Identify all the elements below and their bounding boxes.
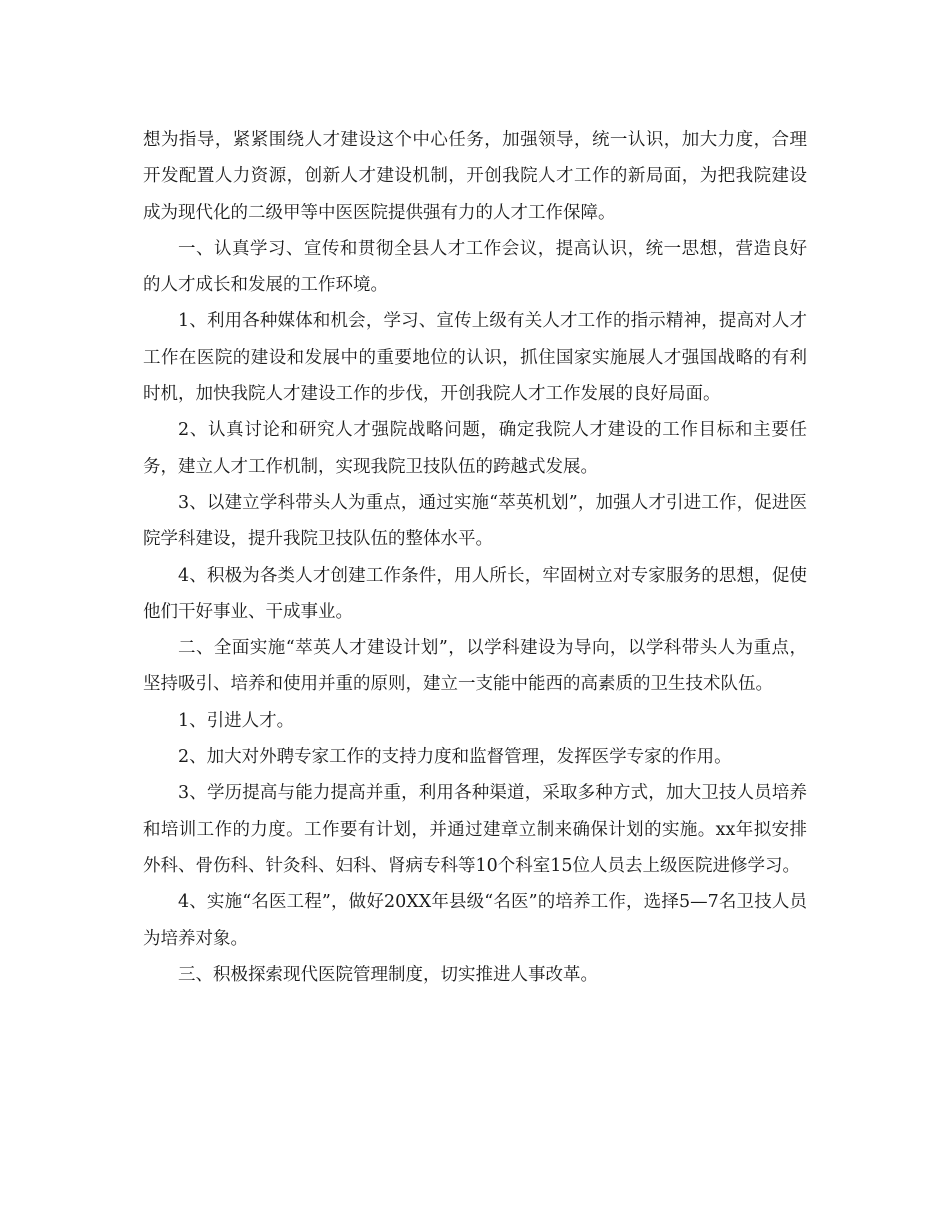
section-1-item-1: 1、利用各种媒体和机会，学习、宣传上级有关人才工作的指示精神，提高对人才工作在医院的建设和发展中的重要地位的认识，抓住国家实施展人才强国战略的有利时机，加快我院人才建设工作的步伐，开创我院人才工作发展的良好局面。 xyxy=(143,311,807,405)
section-1-item-4: 4、积极为各类人才创建工作条件，用人所长，牢固树立对专家服务的思想，促使他们干好事业、干成事业。 xyxy=(143,565,807,622)
section-2-item-3: 3、学历提高与能力提高并重，利用各种渠道，采取多种方式，加大卫技人员培养和培训工作的力度。工作要有计划，并通过建章立制来确保计划的实施。xx年拟安排外科、骨伤科、针灸科、妇科、肾病专科等10个科室15位人员去上级医院进修学习。 xyxy=(143,783,807,876)
document-page xyxy=(143,122,807,993)
section-heading-2: 二、全面实施“萃英人才建设计划”，以学科建设为导向，以学科带头人为重点，坚持吸引、培养和使用并重的原则，建立一支能中能西的高素质的卫生技术队伍。 xyxy=(143,638,807,695)
section-heading-1: 一、认真学习、宣传和贯彻全县人才工作会议，提高认识，统一思想，营造良好的人才成长和发展的工作环境。 xyxy=(143,238,807,296)
paragraph-intro-continuation: 想为指导，紧紧围绕人才建设这个中心任务，加强领导，统一认识，加大力度，合理开发配置人力资源，创新人才建设机制，开创我院人才工作的新局面，为把我院建设成为现代化的二级甲等中医医院提供强有力的人才工作保障。 xyxy=(143,130,807,223)
section-1-item-3: 3、以建立学科带头人为重点，通过实施“萃英机划”，加强人才引进工作，促进医院学科建设，提升我院卫技队伍的整体水平。 xyxy=(143,492,807,550)
section-1-item-2: 2、认真讨论和研究人才强院战略问题，确定我院人才建设的工作目标和主要任务，建立人才工作机制，实现我院卫技队伍的跨越式发展。 xyxy=(143,420,807,477)
section-2-item-4: 4、实施“名医工程”，做好20XX年县级“名医”的培养工作，选择5—7名卫技人员为培养对象。 xyxy=(143,892,807,949)
section-2-item-2: 2、加大对外聘专家工作的支持力度和监督管理，发挥医学专家的作用。 xyxy=(178,747,732,768)
section-2-item-1: 1、引进人才。 xyxy=(178,710,295,731)
section-heading-3: 三、积极探索现代医院管理制度，切实推进人事改革。 xyxy=(178,964,598,985)
